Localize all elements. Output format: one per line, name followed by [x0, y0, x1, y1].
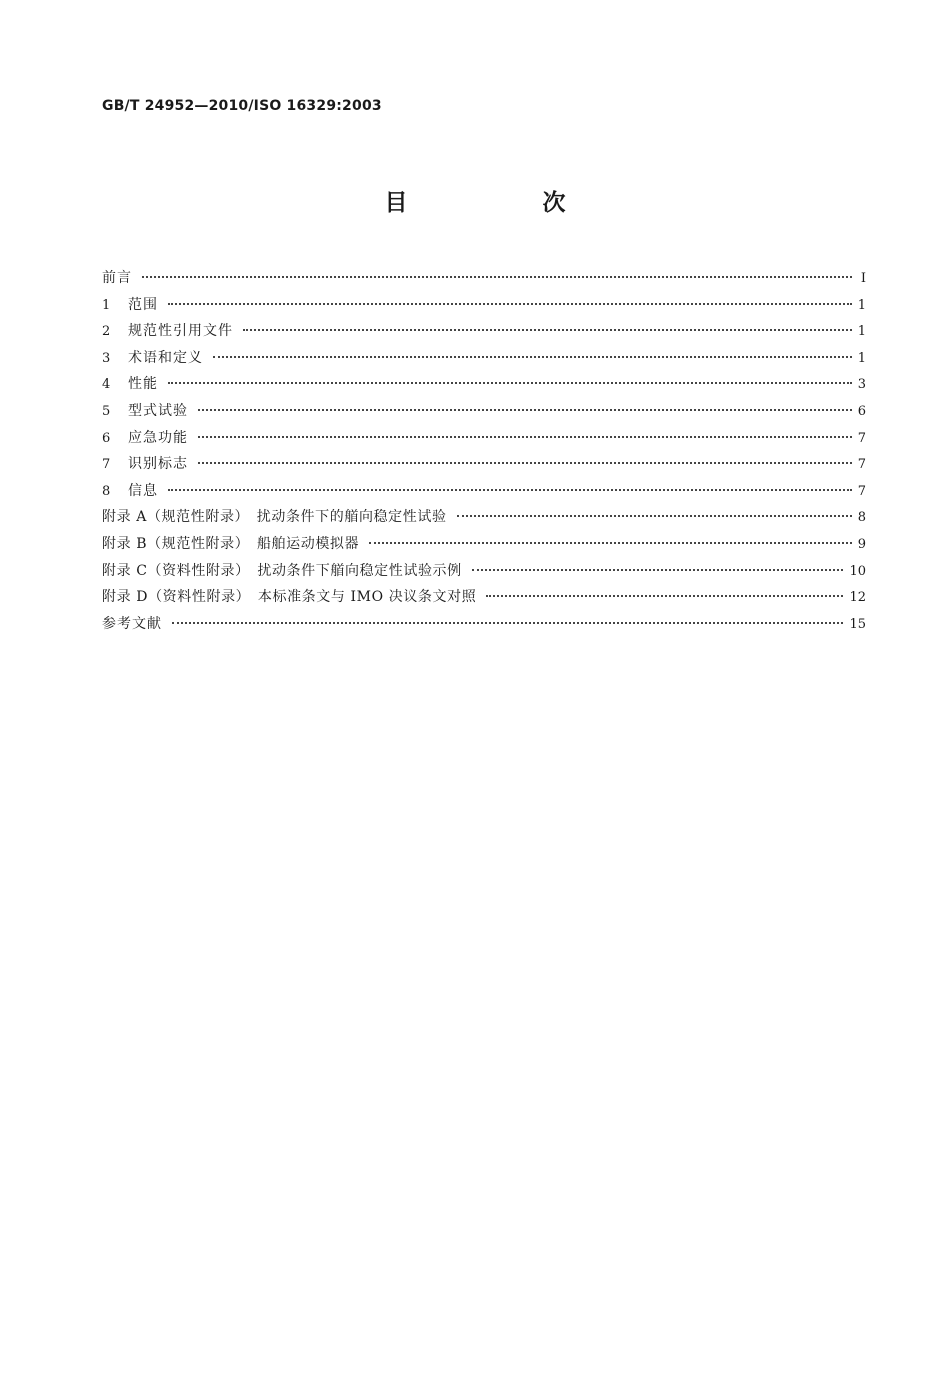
- toc-entry-1[interactable]: [102, 294, 866, 321]
- toc-entry-8[interactable]: [102, 480, 866, 507]
- toc-entry-annex-c[interactable]: [102, 560, 866, 587]
- toc-entry-page: 7: [857, 457, 866, 473]
- toc-entry-5[interactable]: [102, 400, 866, 427]
- toc-entry-number: 3: [102, 350, 111, 366]
- toc-entry-number: 8: [102, 483, 111, 499]
- toc-entry-label: 参考文献: [102, 615, 162, 632]
- dot-leader: [472, 569, 844, 571]
- toc-entry-label: 术语和定义: [128, 349, 203, 366]
- dot-leader: [172, 622, 843, 624]
- toc-entry-preface[interactable]: [102, 267, 866, 294]
- dot-leader: [168, 303, 852, 305]
- toc-entry-page: 8: [857, 510, 866, 526]
- toc-entry-label: 识别标志: [128, 456, 188, 473]
- toc-entry-label: 应急功能: [128, 429, 188, 446]
- toc-entry-label: 型式试验: [128, 402, 188, 419]
- toc-entry-page: 6: [857, 403, 866, 419]
- toc-entry-number: 5: [102, 403, 111, 419]
- toc-entry-3[interactable]: [102, 347, 866, 374]
- toc-entry-label: 附录 C（资料性附录） 扰动条件下艏向稳定性试验示例: [102, 562, 462, 579]
- toc-entry-page: 15: [849, 616, 866, 632]
- dot-leader: [142, 276, 852, 278]
- toc-entry-annex-d[interactable]: [102, 586, 866, 613]
- toc-entry-label: 附录 B（规范性附录） 船舶运动模拟器: [102, 535, 360, 552]
- toc-entry-page: 1: [857, 350, 866, 366]
- table-of-contents: [102, 267, 866, 639]
- toc-entry-page: 3: [857, 377, 866, 393]
- dot-leader: [168, 382, 852, 384]
- toc-entry-6[interactable]: [102, 427, 866, 454]
- toc-entry-page: Ⅰ: [860, 271, 866, 286]
- toc-entry-page: 7: [857, 483, 866, 499]
- toc-entry-number: 6: [102, 430, 111, 446]
- toc-entry-label: 附录 D（资料性附录） 本标准条文与 IMO 决议条文对照: [102, 589, 477, 606]
- dot-leader: [457, 515, 852, 517]
- toc-entry-page: 7: [857, 430, 866, 446]
- dot-leader: [198, 409, 852, 411]
- toc-entry-number: 1: [102, 297, 111, 313]
- toc-entry-label: 信息: [128, 482, 158, 499]
- toc-entry-page: 12: [849, 590, 866, 606]
- toc-entry-number: 4: [102, 377, 111, 393]
- toc-title: 目 次: [384, 190, 622, 216]
- toc-entry-annex-b[interactable]: [102, 533, 866, 560]
- toc-entry-page: 1: [857, 324, 866, 340]
- dot-leader: [213, 356, 852, 358]
- dot-leader: [243, 329, 852, 331]
- toc-entry-4[interactable]: [102, 373, 866, 400]
- toc-entry-page: 9: [857, 536, 866, 552]
- toc-entry-label: 范围: [128, 296, 158, 313]
- toc-entry-2[interactable]: [102, 320, 866, 347]
- toc-entry-number: 7: [102, 457, 111, 473]
- toc-entry-label: 规范性引用文件: [128, 323, 233, 340]
- toc-entry-label: 性能: [128, 376, 158, 393]
- toc-entry-number: 2: [102, 324, 111, 340]
- toc-entry-label: 前言: [102, 270, 132, 286]
- dot-leader: [168, 489, 852, 491]
- toc-entry-bibliography[interactable]: [102, 613, 866, 640]
- toc-entry-page: 1: [857, 297, 866, 313]
- dot-leader: [486, 595, 843, 597]
- toc-entry-label: 附录 A（规范性附录） 扰动条件下的艏向稳定性试验: [102, 509, 447, 526]
- standard-code: GB/T 24952—2010/ISO 16329:2003: [102, 98, 382, 114]
- toc-entry-7[interactable]: [102, 453, 866, 480]
- dot-leader: [369, 542, 852, 544]
- dot-leader: [198, 436, 852, 438]
- toc-entry-annex-a[interactable]: [102, 506, 866, 533]
- dot-leader: [198, 462, 852, 464]
- toc-entry-page: 10: [849, 563, 866, 579]
